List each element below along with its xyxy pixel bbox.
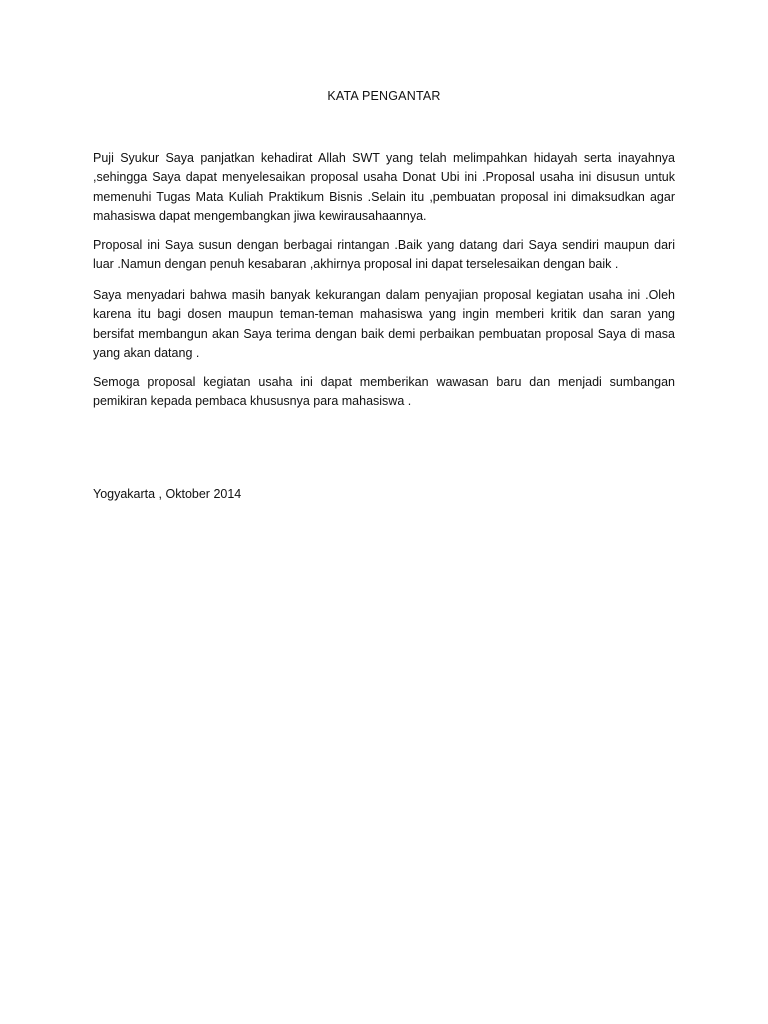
paragraph-1: Puji Syukur Saya panjatkan kehadirat Allah SWT yang telah melimpahkan hidayah serta inayahnya ,sehingga Saya dapat menyelesaikan proposal usaha Donat Ubi ini .Proposal usaha ini disusun untuk memenuhi Tugas Mata Kuliah Praktikum Bisnis .Selain itu ,pembuatan proposal ini dimaksudkan agar mahasiswa dapat mengembangkan jiwa kewirausahaannya. (93, 151, 675, 223)
place-date-closing: Yogyakarta , Oktober 2014 (93, 487, 242, 501)
paragraph-4: Semoga proposal kegiatan usaha ini dapat memberikan wawasan baru dan menjadi sumbangan pemikiran kepada pembaca khususnya para mahasiswa . (93, 375, 675, 409)
paragraph-2: Proposal ini Saya susun dengan berbagai rintangan .Baik yang datang dari Saya sendiri maupun dari luar .Namun dengan penuh kesabaran ,akhirnya proposal ini dapat terselesaikan dengan baik . (93, 238, 675, 272)
paragraph-3: Saya menyadari bahwa masih banyak kekurangan dalam penyajian proposal kegiatan usaha ini .Oleh karena itu bagi dosen maupun teman-teman mahasiswa yang ingin memberi kritik dan saran yang bersifat membangun akan Saya terima dengan baik demi perbaikan pembuatan proposal Saya di masa yang akan datang . (93, 288, 675, 360)
page-title: KATA PENGANTAR (327, 89, 441, 103)
